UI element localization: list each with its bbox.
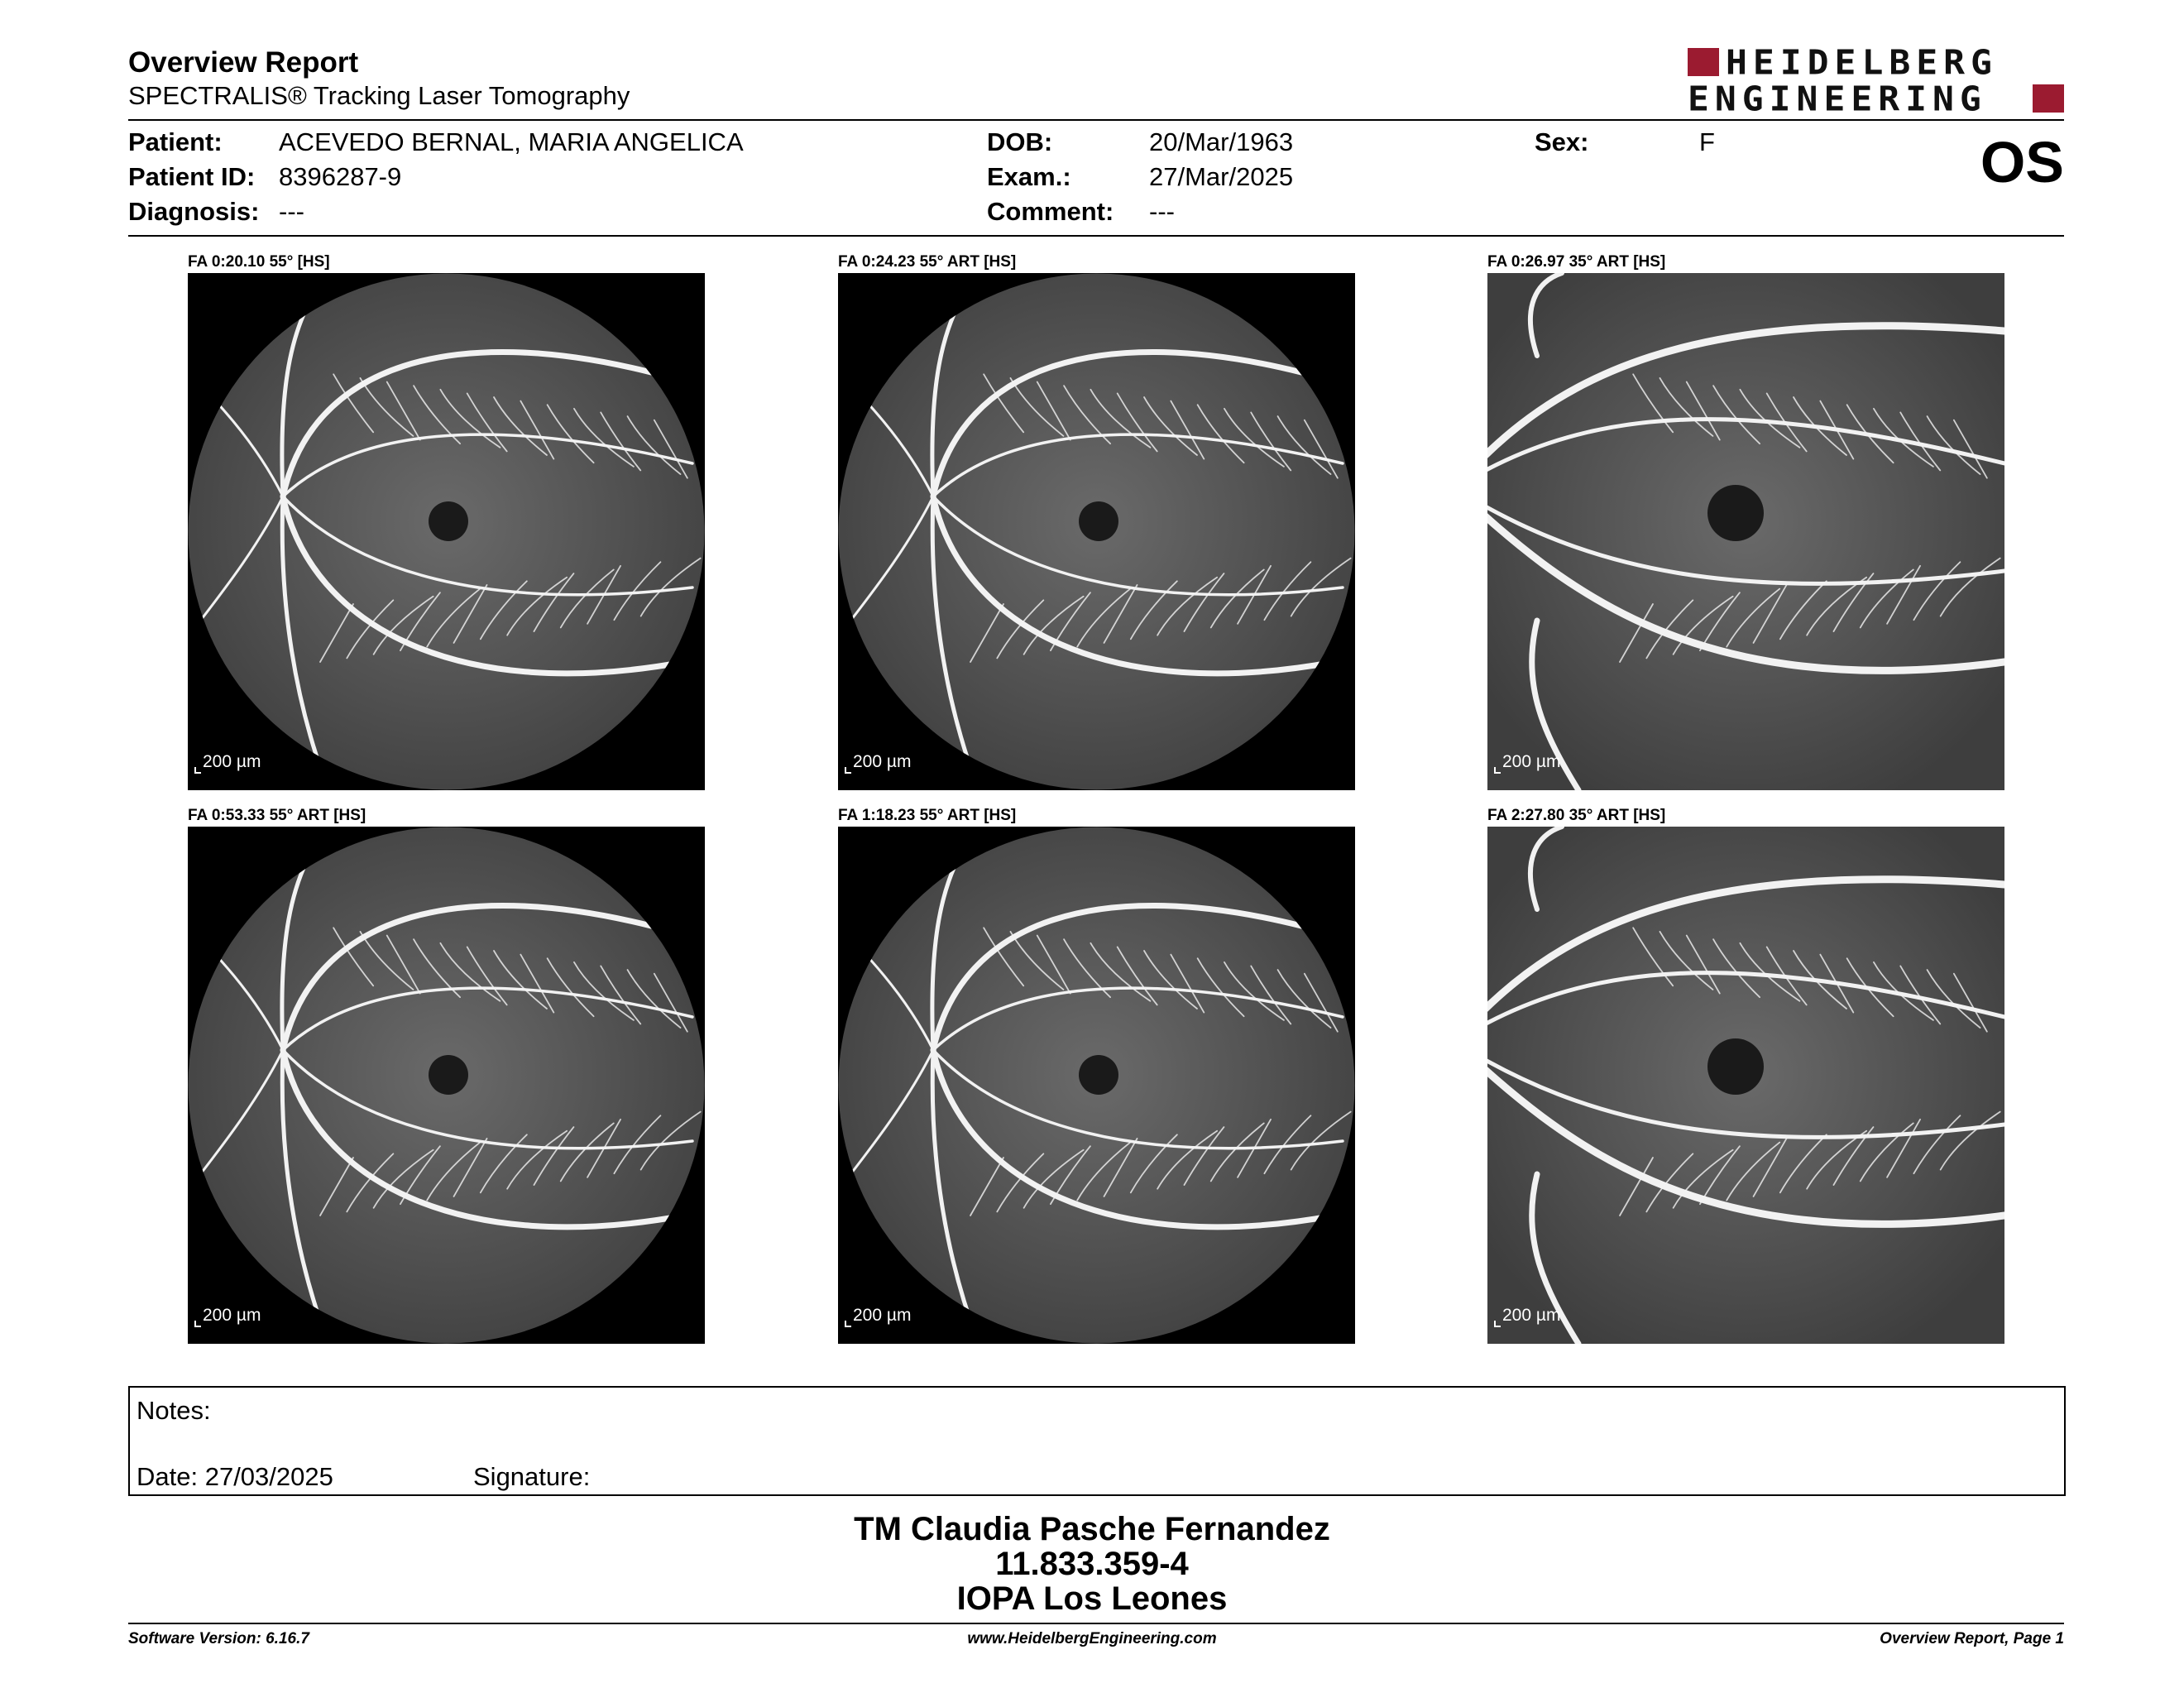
scale-bar bbox=[853, 1306, 911, 1326]
scale-tick-icon bbox=[1494, 767, 1501, 774]
footer-website: www.HeidelbergEngineering.com bbox=[967, 1630, 1217, 1647]
macula bbox=[429, 1055, 468, 1095]
exam-label: Exam.: bbox=[987, 162, 1071, 191]
notes-label: Notes: bbox=[136, 1396, 211, 1425]
image-title: FA 0:20.10 55° [HS] bbox=[188, 253, 330, 271]
macula bbox=[1079, 1055, 1118, 1095]
scale-tick-icon bbox=[194, 767, 201, 774]
diagnosis-label: Diagnosis: bbox=[128, 197, 260, 226]
scale-label: 200 µm bbox=[1502, 1306, 1561, 1325]
scale-label: 200 µm bbox=[1502, 752, 1561, 771]
macula bbox=[1707, 1038, 1764, 1095]
signature-label: Signature: bbox=[473, 1462, 591, 1491]
macula bbox=[429, 501, 468, 541]
sex-value: F bbox=[1699, 127, 1715, 156]
scale-bar bbox=[853, 752, 911, 772]
image-title: FA 1:18.23 55° ART [HS] bbox=[838, 807, 1017, 824]
image-title: FA 2:27.80 35° ART [HS] bbox=[1487, 807, 1666, 824]
scale-tick-icon bbox=[845, 767, 851, 774]
scale-label: 200 µm bbox=[203, 1306, 261, 1325]
eye-indicator: OS bbox=[1980, 130, 2064, 194]
scale-label: 200 µm bbox=[853, 1306, 912, 1325]
dob-label: DOB: bbox=[987, 127, 1053, 156]
diagnosis-value: --- bbox=[279, 197, 304, 226]
fundus-image bbox=[1487, 273, 2004, 790]
scale-bar bbox=[203, 1306, 261, 1326]
fundus-graphic bbox=[188, 273, 705, 790]
fundus-graphic bbox=[1487, 827, 2004, 1344]
date-label: Date: 27/03/2025 bbox=[136, 1462, 333, 1491]
patient-name: ACEVEDO BERNAL, MARIA ANGELICA bbox=[279, 127, 744, 156]
scale-tick-icon bbox=[194, 1321, 201, 1327]
fundus-image bbox=[188, 273, 705, 790]
logo-line-2: ENGINEERING bbox=[1688, 79, 1987, 119]
report-title: Overview Report bbox=[128, 46, 359, 79]
scale-bar bbox=[203, 752, 261, 772]
image-title: FA 0:26.97 35° ART [HS] bbox=[1487, 253, 1666, 271]
fundus-graphic bbox=[838, 273, 1355, 790]
report-subtitle: SPECTRALIS® Tracking Laser Tomography bbox=[128, 81, 630, 110]
scale-bar bbox=[1502, 752, 1560, 772]
comment-value: --- bbox=[1149, 197, 1175, 226]
patient-id-value: 8396287-9 bbox=[279, 162, 402, 191]
patient-rule bbox=[128, 235, 2064, 237]
fundus-image bbox=[838, 273, 1355, 790]
stamp-id: 11.833.359-4 bbox=[995, 1546, 1189, 1582]
software-version: Software Version: 6.16.7 bbox=[128, 1630, 309, 1647]
stamp-institution: IOPA Los Leones bbox=[956, 1580, 1228, 1617]
sex-label: Sex: bbox=[1535, 127, 1589, 156]
fundus-graphic bbox=[1487, 273, 2004, 790]
footer-rule bbox=[128, 1623, 2064, 1624]
macula bbox=[1707, 485, 1764, 541]
logo-square-top bbox=[1688, 48, 1719, 76]
scale-label: 200 µm bbox=[853, 752, 912, 771]
dob-value: 20/Mar/1963 bbox=[1149, 127, 1294, 156]
scale-tick-icon bbox=[1494, 1321, 1501, 1327]
page-number: Overview Report, Page 1 bbox=[1880, 1630, 2064, 1647]
fundus-image bbox=[1487, 827, 2004, 1344]
heidelberg-logo bbox=[1688, 43, 2064, 119]
fundus-graphic bbox=[838, 827, 1355, 1344]
image-title: FA 0:53.33 55° ART [HS] bbox=[188, 807, 366, 824]
scale-label: 200 µm bbox=[203, 752, 261, 771]
scale-tick-icon bbox=[845, 1321, 851, 1327]
image-title: FA 0:24.23 55° ART [HS] bbox=[838, 253, 1017, 271]
stamp-name: TM Claudia Pasche Fernandez bbox=[854, 1511, 1330, 1547]
comment-label: Comment: bbox=[987, 197, 1114, 226]
patient-label: Patient: bbox=[128, 127, 223, 156]
notes-box bbox=[128, 1386, 2066, 1496]
fundus-image bbox=[188, 827, 705, 1344]
fundus-graphic bbox=[188, 827, 705, 1344]
logo-line-1: HEIDELBERG bbox=[1726, 43, 1998, 83]
scale-bar bbox=[1502, 1306, 1560, 1326]
exam-value: 27/Mar/2025 bbox=[1149, 162, 1294, 191]
logo-square-bottom bbox=[2033, 84, 2064, 113]
macula bbox=[1079, 501, 1118, 541]
fundus-image bbox=[838, 827, 1355, 1344]
patient-id-label: Patient ID: bbox=[128, 162, 256, 191]
header-rule bbox=[128, 119, 2064, 121]
